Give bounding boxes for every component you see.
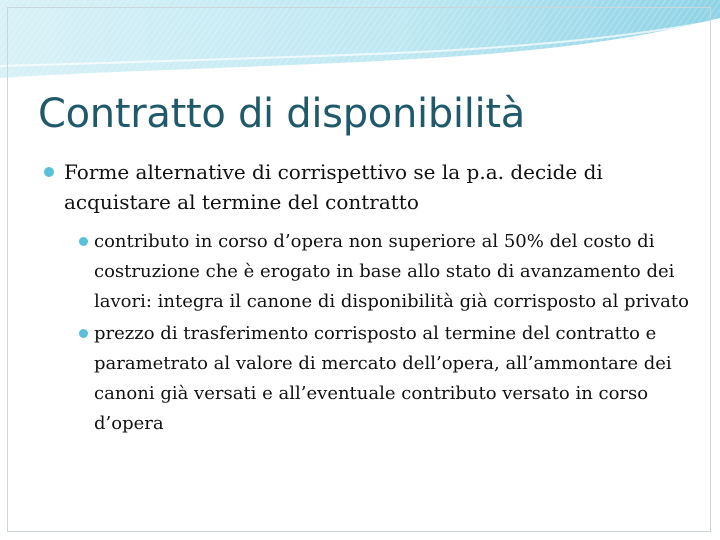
slide-content — [44, 157, 694, 441]
sub-bullet-list — [68, 227, 694, 439]
circle-bullet-icon — [79, 329, 88, 338]
main-bullet-text: Forme alternative di corrispettivo se la p.a. decide di acquistare al termine del contratto — [64, 160, 603, 214]
sub-bullet-text: contributo in corso d’opera non superiore al 50% del costo di costruzione che è erogato in base allo stato di avanzamento dei lavori: integra il canone di disponibilità già corrisposto al privato — [94, 231, 689, 312]
sub-bullet — [68, 227, 694, 317]
main-bullet — [44, 157, 694, 217]
decorative-wave-band — [0, 0, 720, 80]
circle-bullet-icon — [44, 167, 54, 177]
circle-bullet-icon — [79, 237, 88, 246]
slide-title: Contratto di disponibilità — [38, 91, 525, 137]
sub-bullet-text: prezzo di trasferimento corrisposto al termine del contratto e parametrato al valore di mercato dell’opera, all’ammontare dei canoni già versati e all’eventuale contributo versato in corso d’opera — [94, 323, 672, 434]
sub-bullet — [68, 319, 694, 439]
